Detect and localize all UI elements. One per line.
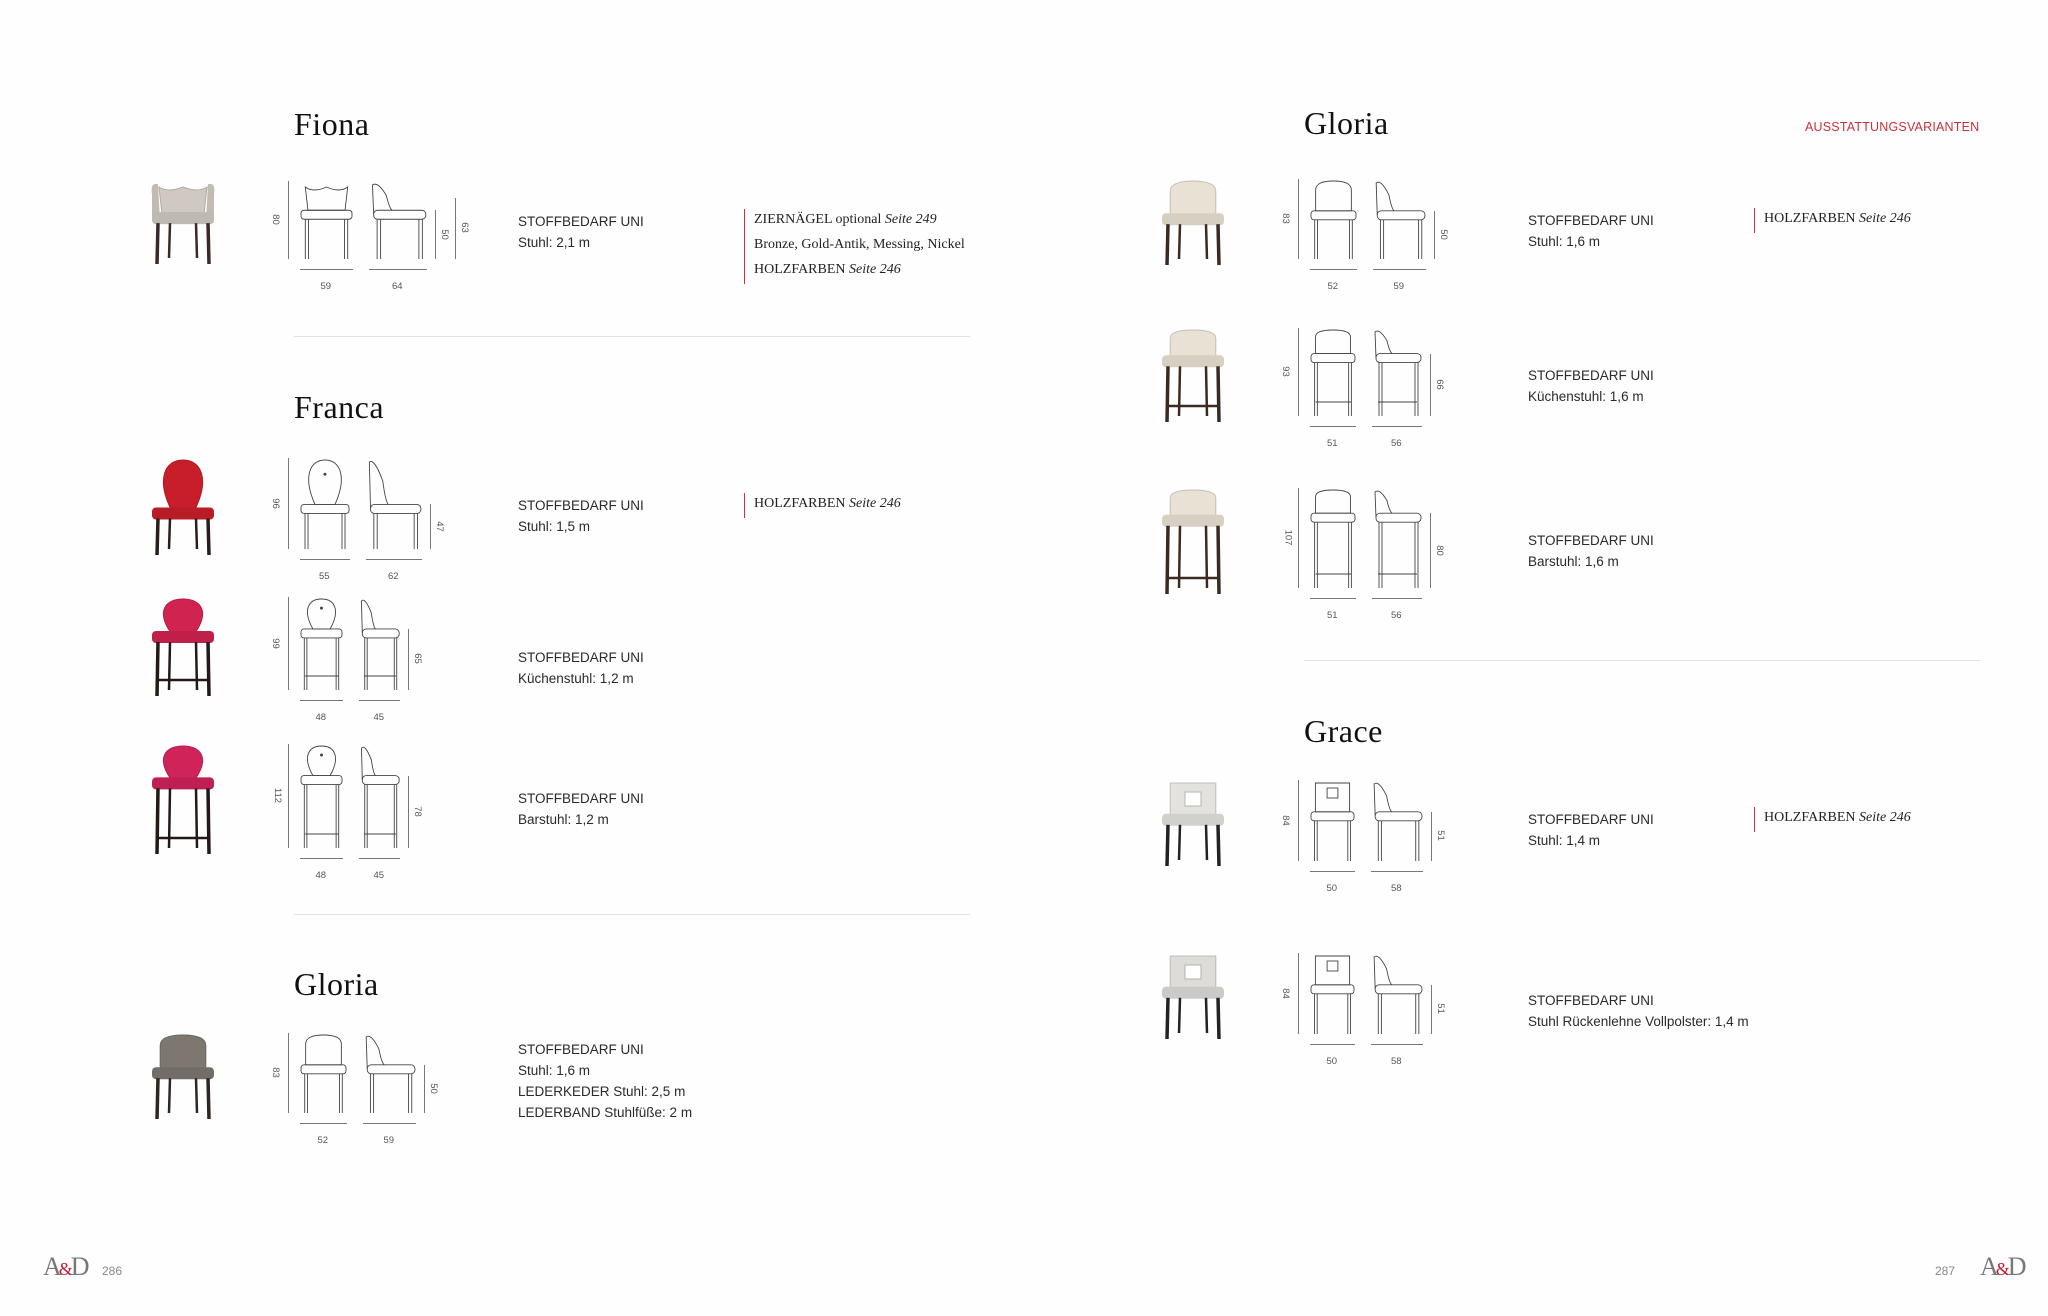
dimension-label: 65 [411, 653, 423, 665]
fabric-label: STOFFBEDARF UNI [518, 650, 644, 665]
dimension-line [435, 210, 436, 259]
side-view-drawing [359, 744, 400, 853]
section-tag-ausstattungsvarianten[interactable]: AUSSTATTUNGSVARIANTEN [1805, 120, 1980, 134]
dimension-line [1298, 780, 1299, 861]
option-name: HOLZFARBEN [754, 496, 846, 511]
dimension-label: 59 [1393, 281, 1405, 292]
front-view-drawing [300, 181, 353, 264]
fabric-amount: Küchenstuhl: 1,6 m [1528, 389, 1644, 404]
options-block [744, 209, 965, 284]
dimension-line [300, 700, 343, 701]
dimension-line [300, 1123, 347, 1124]
dimension-line [288, 458, 289, 549]
front-view-drawing [1310, 179, 1357, 264]
fabric-label: STOFFBEDARF UNI [1528, 533, 1654, 548]
brand-logo: A&D [1980, 1252, 2024, 1281]
fabric-requirement [518, 647, 644, 689]
dimension-label: 59 [383, 1135, 395, 1146]
option-name: Bronze, Gold-Antik, Messing, Nickel [754, 237, 965, 252]
dimension-label: 47 [433, 520, 445, 532]
fabric-label: STOFFBEDARF UNI [1528, 368, 1654, 383]
fabric-label: STOFFBEDARF UNI [518, 214, 644, 229]
dimension-line [1371, 871, 1423, 872]
dimension-line [300, 269, 353, 270]
option-page-reference[interactable]: Seite 246 [849, 262, 901, 277]
dimension-line [359, 858, 400, 859]
dimension-label: 51 [1434, 830, 1446, 842]
option-name: HOLZFARBEN [754, 262, 846, 277]
fabric-label: STOFFBEDARF UNI [1528, 812, 1654, 827]
page-number-left: 286 [102, 1264, 123, 1278]
product-photo [1158, 328, 1228, 427]
fabric-amount: Küchenstuhl: 1,2 m [518, 671, 634, 686]
front-view-drawing [1310, 488, 1356, 593]
dimension-line [359, 700, 400, 701]
side-view-drawing [1371, 780, 1423, 866]
option-page-reference[interactable]: Seite 246 [1859, 211, 1911, 226]
dimension-label: 59 [320, 281, 332, 292]
front-view-drawing [300, 597, 343, 695]
front-view-drawing [300, 1033, 347, 1118]
fabric-amount: Stuhl: 1,4 m [1528, 833, 1601, 848]
option-item[interactable] [1764, 208, 1911, 229]
dimension-label: 55 [319, 571, 330, 582]
dimension-line [288, 181, 289, 259]
dimension-label: 84 [1279, 987, 1291, 999]
fabric-label: STOFFBEDARF UNI [518, 1042, 644, 1057]
dimension-label: 83 [1279, 213, 1291, 224]
dimension-line [369, 269, 427, 270]
dimension-line [366, 559, 422, 560]
option-item[interactable] [754, 209, 965, 230]
fabric-requirement [518, 788, 644, 830]
dimension-label: 80 [1433, 544, 1445, 556]
option-item[interactable] [754, 234, 965, 255]
dimension-label: 107 [1282, 529, 1294, 546]
dimension-line [1298, 328, 1299, 416]
dimension-label: 63 [458, 222, 470, 234]
fabric-requirement [1528, 530, 1654, 572]
option-name: HOLZFARBEN [1764, 810, 1856, 825]
dimension-label: 62 [388, 571, 399, 582]
fabric-label: STOFFBEDARF UNI [1528, 993, 1654, 1008]
fabric-requirement [1528, 809, 1654, 851]
product-title: Gloria [1304, 105, 1389, 141]
side-view-drawing [1371, 953, 1423, 1039]
dimension-line [288, 744, 289, 848]
front-view-drawing [1310, 780, 1355, 866]
front-view-drawing [1310, 328, 1356, 421]
dimension-label: 48 [315, 870, 327, 881]
options-block [1754, 807, 1911, 832]
fabric-requirement [1528, 990, 1749, 1032]
product-photo [1158, 488, 1228, 599]
product-title: Fiona [294, 106, 370, 142]
dimension-line [288, 597, 289, 690]
dimension-label: 51 [1434, 1003, 1446, 1015]
front-view-drawing [1310, 953, 1355, 1039]
dimension-line [300, 559, 350, 560]
option-page-reference[interactable]: Seite 246 [849, 496, 901, 511]
fabric-amount: Stuhl: 1,5 m [518, 519, 591, 534]
dimension-label: 45 [373, 870, 385, 881]
fabric-amount: Stuhl Rückenlehne Vollpolster: 1,4 m [1528, 1014, 1749, 1029]
dimension-label: 48 [315, 712, 327, 723]
dimension-label: 51 [1327, 610, 1338, 621]
fabric-amount: Barstuhl: 1,6 m [1528, 554, 1619, 569]
dimension-line [1298, 179, 1299, 259]
dimension-line [1434, 211, 1435, 259]
product-photo [148, 181, 218, 269]
product-photo [148, 458, 218, 560]
dimension-line [408, 776, 409, 848]
side-view-drawing [366, 458, 422, 554]
dimension-label: 93 [1279, 366, 1291, 377]
product-title: Grace [1304, 713, 1383, 749]
dimension-line [300, 858, 343, 859]
fabric-requirement [518, 211, 644, 253]
dimension-label: 50 [1326, 883, 1338, 894]
dimension-line [1310, 598, 1356, 599]
dimension-line [1371, 1044, 1423, 1045]
dimension-label: 83 [269, 1067, 281, 1078]
product-photo [1158, 953, 1228, 1044]
option-name: ZIERNÄGEL optional [754, 212, 882, 227]
option-name: HOLZFARBEN [1764, 211, 1856, 226]
fabric-amount: LEDERBAND Stuhlfüße: 2 m [518, 1105, 693, 1120]
dimension-label: 50 [427, 1083, 439, 1094]
side-view-drawing [1373, 179, 1426, 264]
option-item[interactable] [754, 259, 965, 280]
brand-logo: A&D [43, 1252, 87, 1281]
fabric-amount: Stuhl: 1,6 m [518, 1063, 591, 1078]
product-photo [148, 1033, 218, 1124]
side-view-drawing [1372, 488, 1422, 593]
dimension-label: 52 [317, 1135, 329, 1146]
dimension-line [1431, 985, 1432, 1034]
dimension-line [1372, 598, 1422, 599]
dimension-line [1298, 488, 1299, 588]
side-view-drawing [1372, 328, 1422, 421]
dimension-line [1372, 426, 1422, 427]
dimension-label: 50 [1326, 1056, 1338, 1067]
dimension-line [430, 504, 431, 549]
dimension-label: 64 [392, 281, 403, 292]
product-photo [148, 744, 218, 859]
fabric-label: STOFFBEDARF UNI [518, 791, 644, 806]
fabric-label: STOFFBEDARF UNI [518, 498, 644, 513]
product-photo [148, 597, 218, 701]
dimension-line [1310, 269, 1357, 270]
side-view-drawing [363, 1033, 416, 1118]
dimension-line [363, 1123, 416, 1124]
product-photo [1158, 780, 1228, 871]
fabric-requirement [518, 1039, 692, 1123]
option-page-reference[interactable]: Seite 249 [884, 212, 937, 227]
dimension-line [1310, 871, 1355, 872]
dimension-line [1373, 269, 1426, 270]
section-divider [294, 914, 970, 915]
options-block [1754, 208, 1911, 233]
dimension-label: 52 [1327, 281, 1339, 292]
dimension-label: 80 [269, 214, 281, 225]
dimension-label: 112 [272, 787, 284, 804]
dimension-label: 84 [1279, 814, 1291, 826]
dimension-line [408, 629, 409, 690]
dimension-line [1430, 354, 1431, 416]
options-block [744, 493, 901, 518]
fabric-requirement [1528, 365, 1654, 407]
dimension-line [288, 1033, 289, 1113]
dimension-label: 99 [269, 637, 281, 649]
dimension-label: 50 [1437, 229, 1449, 240]
dimension-label: 50 [438, 228, 450, 240]
fabric-amount: Stuhl: 2,1 m [518, 235, 591, 250]
dimension-label: 96 [269, 497, 281, 509]
front-view-drawing [300, 458, 350, 554]
fabric-amount: LEDERKEDER Stuhl: 2,5 m [518, 1084, 686, 1099]
dimension-label: 56 [1391, 438, 1402, 449]
fabric-amount: Barstuhl: 1,2 m [518, 812, 609, 827]
dimension-label: 78 [411, 805, 423, 817]
dimension-line [455, 198, 456, 259]
dimension-label: 45 [373, 712, 385, 723]
front-view-drawing [300, 744, 343, 853]
dimension-line [1430, 513, 1431, 588]
dimension-line [1310, 426, 1356, 427]
side-view-drawing [369, 181, 427, 264]
fabric-requirement [518, 495, 644, 537]
dimension-label: 56 [1391, 610, 1402, 621]
dimension-label: 66 [1433, 378, 1445, 390]
option-page-reference[interactable]: Seite 246 [1859, 810, 1911, 825]
page-number-right: 287 [1935, 1264, 1956, 1278]
option-item[interactable] [754, 493, 901, 514]
dimension-label: 51 [1327, 438, 1338, 449]
product-title: Gloria [294, 966, 379, 1002]
fabric-requirement [1528, 210, 1654, 252]
side-view-drawing [359, 597, 400, 695]
dimension-line [1431, 812, 1432, 861]
product-photo [1158, 179, 1228, 270]
dimension-line [1310, 1044, 1355, 1045]
product-title: Franca [294, 389, 385, 425]
dimension-line [1298, 953, 1299, 1034]
section-divider [294, 336, 970, 337]
dimension-label: 58 [1391, 1056, 1402, 1067]
fabric-amount: Stuhl: 1,6 m [1528, 234, 1601, 249]
option-item[interactable] [1764, 807, 1911, 828]
fabric-label: STOFFBEDARF UNI [1528, 213, 1654, 228]
dimension-label: 58 [1391, 883, 1402, 894]
section-divider [1304, 660, 1980, 661]
dimension-line [424, 1065, 425, 1113]
